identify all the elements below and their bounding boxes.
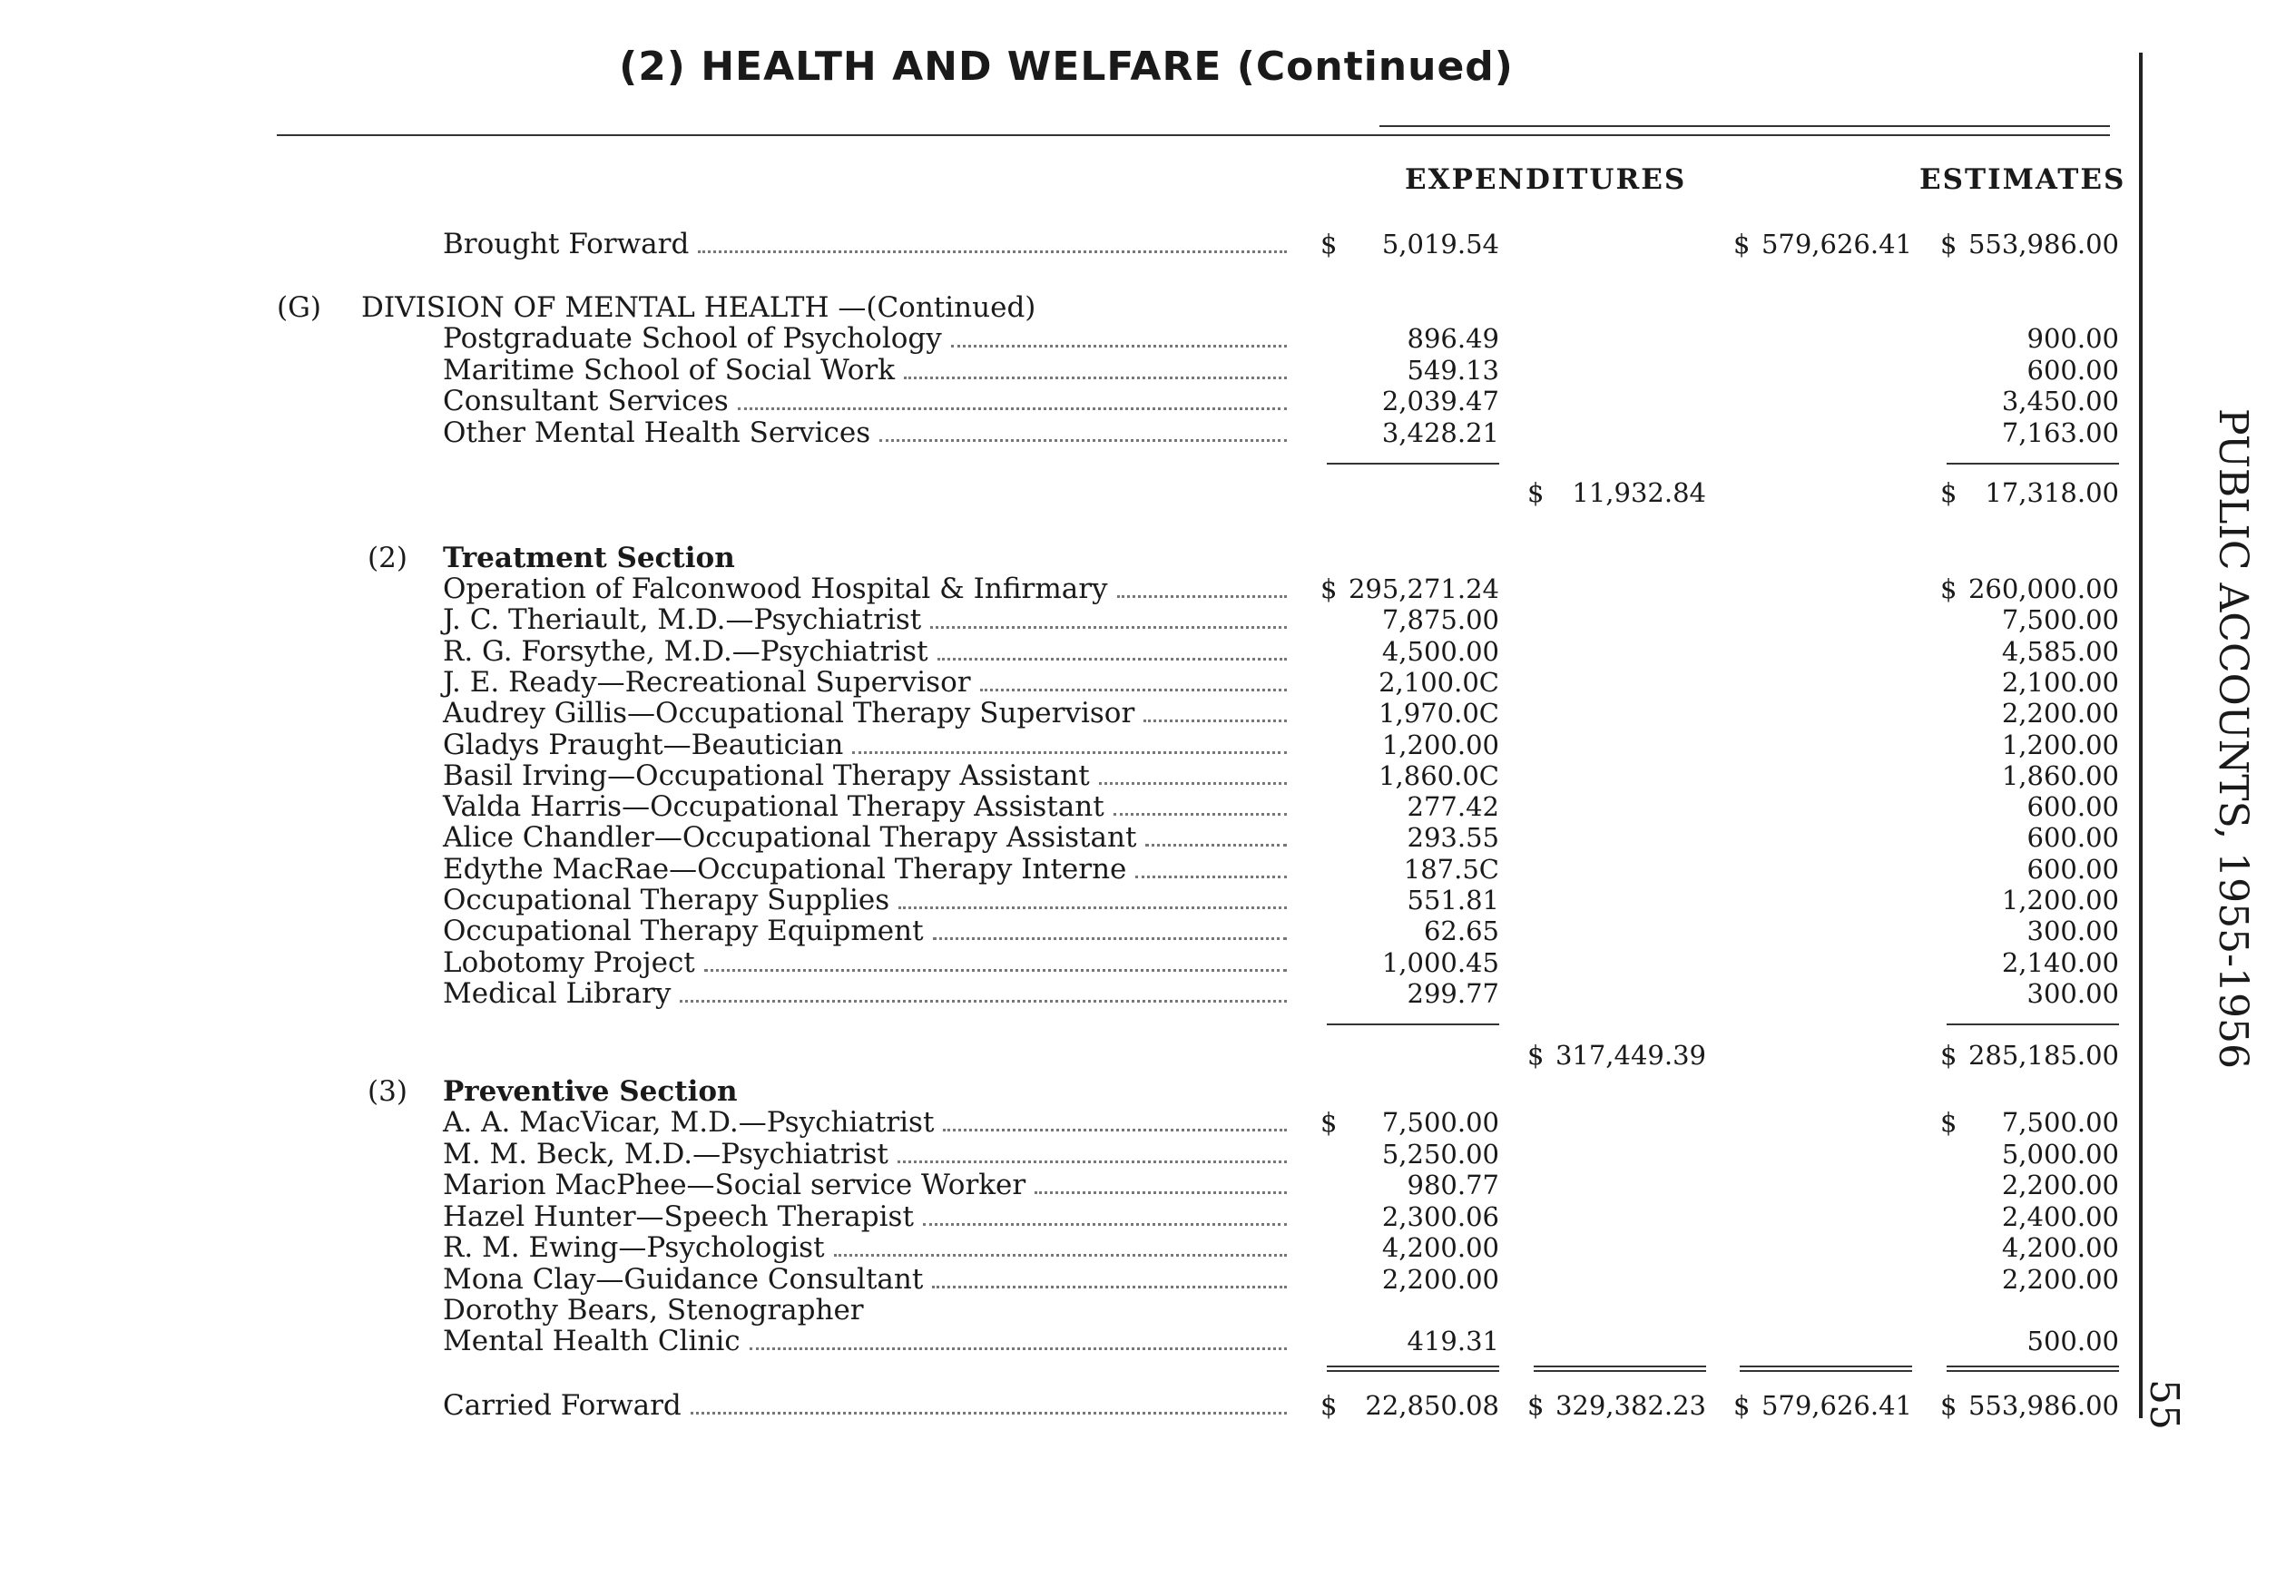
col-estimates-heading: ESTIMATES bbox=[1919, 163, 2126, 196]
preventive-last-item-line2-leader bbox=[750, 1346, 1287, 1350]
carried-rule2-c2 bbox=[1534, 1370, 1706, 1372]
treatment-item-row-leader bbox=[980, 687, 1287, 691]
treatment-item-row-leader bbox=[1099, 780, 1287, 785]
cf-exp-total-dollar: $ bbox=[1527, 1390, 1545, 1421]
treatment-item-row-label: J. E. Ready—Recreational Supervisor bbox=[443, 665, 971, 699]
preventive-item-exp: 7,500.00 bbox=[1381, 1107, 1499, 1138]
division-item-exp: 3,428.21 bbox=[1381, 416, 1499, 448]
treatment-item-est: 4,585.00 bbox=[2001, 635, 2119, 667]
treatment-heading-row bbox=[0, 543, 2142, 573]
treatment-item-row bbox=[0, 822, 2142, 853]
treatment-item-est: 1,200.00 bbox=[2001, 885, 2119, 915]
bf-est-total: 579,626.41 bbox=[1761, 229, 1912, 259]
division-subtotal-est-dollar: $ bbox=[1940, 477, 1957, 508]
bf-est-grand: 553,986.00 bbox=[1967, 229, 2119, 259]
bf-exp-dollar: $ bbox=[1320, 229, 1338, 259]
treatment-item-est: 600.00 bbox=[2026, 791, 2119, 823]
carried-forward-row-label: Carried Forward bbox=[443, 1389, 682, 1422]
cf-est-grand: 553,986.00 bbox=[1967, 1390, 2119, 1421]
treatment-item-est: 260,000.00 bbox=[1967, 573, 2119, 604]
treatment-item-exp: 1,200.00 bbox=[1381, 729, 1499, 760]
preventive-item-exp-dollar: $ bbox=[1320, 1107, 1338, 1138]
preventive-last-item-line1 bbox=[0, 1295, 2142, 1326]
preventive-item-est: 2,200.00 bbox=[2001, 1263, 2119, 1295]
treatment-item-exp-dollar: $ bbox=[1320, 573, 1338, 604]
carried-rule2-c3 bbox=[1740, 1370, 1912, 1372]
treatment-item-exp: 4,500.00 bbox=[1381, 635, 1499, 667]
preventive-item-row bbox=[0, 1232, 2142, 1263]
preventive-item-row bbox=[0, 1107, 2142, 1138]
division-item-row-leader bbox=[951, 343, 1287, 348]
treatment-title: Treatment Section bbox=[443, 542, 735, 574]
treatment-item-est: 300.00 bbox=[2026, 915, 2119, 947]
preventive-title: Preventive Section bbox=[443, 1075, 738, 1108]
division-rule-exp bbox=[1327, 463, 1499, 465]
carried-rule-c2 bbox=[1534, 1366, 1706, 1367]
treatment-item-row-leader bbox=[898, 905, 1287, 909]
division-item-row-label: Maritime School of Social Work bbox=[443, 353, 896, 387]
cf-est-total-dollar: $ bbox=[1733, 1390, 1751, 1421]
treatment-item-row-label: J. C. Theriault, M.D.—Psychiatrist bbox=[443, 603, 922, 637]
division-item-est: 600.00 bbox=[2026, 354, 2119, 386]
treatment-item-row-label: R. G. Forsythe, M.D.—Psychiatrist bbox=[443, 634, 928, 668]
carried-rule-c1 bbox=[1327, 1366, 1499, 1367]
treatment-item-row bbox=[0, 791, 2142, 822]
preventive-item-row-leader bbox=[932, 1284, 1287, 1288]
page-number: 55 bbox=[2141, 1379, 2187, 1430]
treatment-rule-exp bbox=[1327, 1023, 1499, 1025]
treatment-item-row-label: Basil Irving—Occupational Therapy Assistant bbox=[443, 759, 1090, 792]
treatment-item-row bbox=[0, 698, 2142, 729]
division-item-row-label: Postgraduate School of Psychology bbox=[443, 322, 942, 355]
preventive-item-exp: 4,200.00 bbox=[1381, 1232, 1499, 1263]
carried-forward-row bbox=[0, 1390, 2142, 1421]
treatment-item-est: 300.00 bbox=[2026, 977, 2119, 1009]
carried-forward-row-leader bbox=[691, 1410, 1287, 1415]
treatment-item-row-leader bbox=[704, 967, 1287, 972]
preventive-item-row-label: Mona Clay—Guidance Consultant bbox=[443, 1262, 924, 1296]
col-expenditures-heading: EXPENDITURES bbox=[1405, 163, 1687, 196]
treatment-item-row bbox=[0, 729, 2142, 760]
division-item-exp: 549.13 bbox=[1407, 354, 1499, 386]
treatment-item-est: 2,200.00 bbox=[2001, 698, 2119, 729]
treatment-item-row bbox=[0, 915, 2142, 946]
page-title: (2) HEALTH AND WELFARE (Continued) bbox=[619, 44, 1514, 90]
division-title: DIVISION OF MENTAL HEALTH —(Continued) bbox=[361, 291, 1036, 324]
treatment-item-est: 600.00 bbox=[2026, 853, 2119, 885]
treatment-item-row bbox=[0, 573, 2142, 604]
division-subtotal-row bbox=[0, 477, 2142, 508]
cf-exp-total: 329,382.23 bbox=[1555, 1390, 1706, 1421]
treatment-item-row bbox=[0, 885, 2142, 915]
division-item-row-leader bbox=[904, 375, 1287, 379]
division-subtotal-exp-dollar: $ bbox=[1527, 477, 1545, 508]
treatment-item-row-label: Audrey Gillis—Occupational Therapy Supervisor bbox=[443, 697, 1135, 730]
treatment-item-row-label: Valda Harris—Occupational Therapy Assistant bbox=[443, 790, 1104, 824]
running-title: PUBLIC ACCOUNTS, 1955-1956 bbox=[2210, 408, 2256, 1069]
treatment-item-exp: 293.55 bbox=[1407, 822, 1499, 854]
treatment-item-row-leader bbox=[852, 749, 1287, 754]
preventive-item-est: 2,200.00 bbox=[2001, 1170, 2119, 1200]
division-item-row bbox=[0, 386, 2142, 416]
division-item-row bbox=[0, 323, 2142, 354]
preventive-item-row bbox=[0, 1264, 2142, 1295]
preventive-item-row-label: R. M. Ewing—Psychologist bbox=[443, 1231, 825, 1264]
brought-forward-row-label: Brought Forward bbox=[443, 228, 690, 260]
title-rule-right bbox=[1379, 125, 2110, 127]
treatment-rule-est bbox=[1947, 1023, 2119, 1025]
division-item-est: 3,450.00 bbox=[2001, 386, 2119, 416]
preventive-item-row-leader bbox=[923, 1221, 1287, 1226]
division-item-row bbox=[0, 355, 2142, 386]
treatment-item-row bbox=[0, 978, 2142, 1009]
division-subtotal-exp: 11,932.84 bbox=[1572, 477, 1706, 508]
treatment-item-row-label: Medical Library bbox=[443, 976, 672, 1010]
division-item-row bbox=[0, 417, 2142, 448]
division-rule-est bbox=[1947, 463, 2119, 465]
preventive-item-est: 5,000.00 bbox=[2001, 1138, 2119, 1170]
preventive-item-row bbox=[0, 1201, 2142, 1232]
preventive-item-row-leader bbox=[834, 1252, 1287, 1257]
division-subtotal-est: 17,318.00 bbox=[1985, 477, 2119, 508]
treatment-item-row-label: Occupational Therapy Equipment bbox=[443, 915, 924, 948]
treatment-subtotal-exp: 317,449.39 bbox=[1555, 1040, 1706, 1071]
preventive-item-est: 7,500.00 bbox=[2001, 1107, 2119, 1138]
preventive-item-row-leader bbox=[943, 1127, 1287, 1131]
preventive-item-est: 4,200.00 bbox=[2001, 1232, 2119, 1263]
preventive-last-est: 500.00 bbox=[2026, 1326, 2119, 1356]
division-item-row-label: Consultant Services bbox=[443, 385, 729, 417]
treatment-subtotal-exp-dollar: $ bbox=[1527, 1040, 1545, 1071]
preventive-item-row-leader bbox=[1035, 1190, 1287, 1194]
treatment-item-row-leader bbox=[930, 624, 1287, 629]
treatment-subtotal-est-dollar: $ bbox=[1940, 1040, 1957, 1071]
cf-exp-detail-dollar: $ bbox=[1320, 1390, 1338, 1421]
treatment-item-est: 600.00 bbox=[2026, 822, 2119, 854]
preventive-item-row bbox=[0, 1170, 2142, 1200]
preventive-item-exp: 2,300.06 bbox=[1381, 1200, 1499, 1232]
preventive-item-exp: 2,200.00 bbox=[1381, 1263, 1499, 1295]
treatment-item-row-label: Occupational Therapy Supplies bbox=[443, 884, 890, 916]
carried-rule2-c4 bbox=[1947, 1370, 2119, 1372]
bf-est-grand-dollar: $ bbox=[1940, 229, 1957, 259]
preventive-last-item-line1-label: Dorothy Bears, Stenographer bbox=[443, 1294, 864, 1327]
treatment-item-row-leader bbox=[1114, 811, 1287, 816]
treatment-subtotal-est: 285,185.00 bbox=[1967, 1040, 2119, 1071]
treatment-item-row-label: Lobotomy Project bbox=[443, 945, 695, 979]
treatment-item-row-label: Gladys Praught—Beautician bbox=[443, 728, 844, 761]
treatment-item-exp: 295,271.24 bbox=[1348, 573, 1499, 604]
division-item-est: 7,163.00 bbox=[2001, 416, 2119, 448]
treatment-item-exp: 299.77 bbox=[1407, 977, 1499, 1009]
treatment-item-row-leader bbox=[1145, 842, 1287, 847]
division-item-row-label: Other Mental Health Services bbox=[443, 416, 871, 449]
treatment-subtotal-row bbox=[0, 1040, 2142, 1071]
treatment-item-row-leader bbox=[1117, 593, 1287, 598]
treatment-item-row-label: Edythe MacRae—Occupational Therapy Interne bbox=[443, 852, 1127, 886]
treatment-item-exp: 277.42 bbox=[1407, 791, 1499, 823]
treatment-item-row-leader bbox=[1143, 718, 1287, 722]
treatment-item-row-leader bbox=[680, 998, 1287, 1003]
preventive-item-row-label: Hazel Hunter—Speech Therapist bbox=[443, 1199, 914, 1233]
treatment-item-row bbox=[0, 636, 2142, 667]
preventive-heading-row bbox=[0, 1076, 2142, 1107]
preventive-last-item-line2-label: Mental Health Clinic bbox=[443, 1325, 741, 1357]
treatment-item-exp: 1,860.0C bbox=[1379, 759, 1499, 791]
preventive-last-exp: 419.31 bbox=[1407, 1326, 1499, 1356]
treatment-item-row-label: Operation of Falconwood Hospital & Infirmary bbox=[443, 573, 1108, 605]
treatment-item-est: 1,860.00 bbox=[2001, 759, 2119, 791]
cf-exp-detail: 22,850.08 bbox=[1365, 1390, 1499, 1421]
treatment-item-exp: 1,970.0C bbox=[1379, 698, 1499, 729]
treatment-item-est-dollar: $ bbox=[1940, 573, 1957, 604]
treatment-item-est: 2,140.00 bbox=[2001, 946, 2119, 978]
treatment-item-row-leader bbox=[1135, 874, 1287, 878]
division-item-row-leader bbox=[879, 437, 1287, 442]
preventive-item-exp: 5,250.00 bbox=[1381, 1138, 1499, 1170]
treatment-item-row bbox=[0, 947, 2142, 978]
treatment-item-exp: 7,875.00 bbox=[1381, 604, 1499, 636]
treatment-item-row-leader bbox=[937, 656, 1287, 661]
division-item-exp: 2,039.47 bbox=[1381, 386, 1499, 416]
division-item-exp: 896.49 bbox=[1407, 323, 1499, 354]
carried-rule-c3 bbox=[1740, 1366, 1912, 1367]
division-item-est: 900.00 bbox=[2026, 323, 2119, 354]
treatment-item-exp: 551.81 bbox=[1407, 885, 1499, 915]
brought-forward-row bbox=[0, 229, 2142, 259]
preventive-last-item-line2 bbox=[0, 1326, 2142, 1356]
division-item-row-leader bbox=[738, 406, 1287, 410]
preventive-item-est-dollar: $ bbox=[1940, 1107, 1957, 1138]
treatment-heading-row-label: (2) bbox=[368, 542, 407, 574]
treatment-item-row-label: Alice Chandler—Occupational Therapy Assistant bbox=[443, 821, 1137, 855]
treatment-item-row bbox=[0, 604, 2142, 635]
preventive-item-row-label: Marion MacPhee—Social service Worker bbox=[443, 1169, 1026, 1201]
preventive-item-exp: 980.77 bbox=[1407, 1170, 1499, 1200]
bf-exp: 5,019.54 bbox=[1381, 229, 1499, 259]
treatment-item-exp: 1,000.45 bbox=[1381, 946, 1499, 978]
brought-forward-row-leader bbox=[698, 249, 1287, 253]
treatment-item-row bbox=[0, 760, 2142, 791]
preventive-item-row bbox=[0, 1139, 2142, 1170]
treatment-item-row bbox=[0, 667, 2142, 698]
cf-est-grand-dollar: $ bbox=[1940, 1390, 1957, 1421]
carried-rule2-c1 bbox=[1327, 1370, 1499, 1372]
cf-est-total: 579,626.41 bbox=[1761, 1390, 1912, 1421]
treatment-item-exp: 187.5C bbox=[1403, 853, 1499, 885]
bf-est-total-dollar: $ bbox=[1733, 229, 1751, 259]
preventive-item-est: 2,400.00 bbox=[2001, 1200, 2119, 1232]
treatment-item-exp: 2,100.0C bbox=[1379, 666, 1499, 698]
preventive-heading-row-label: (3) bbox=[368, 1075, 407, 1108]
preventive-item-row-leader bbox=[898, 1159, 1287, 1163]
treatment-item-row-leader bbox=[933, 935, 1287, 940]
treatment-item-exp: 62.65 bbox=[1423, 915, 1499, 947]
preventive-item-row-label: M. M. Beck, M.D.—Psychiatrist bbox=[443, 1137, 888, 1170]
carried-rule-c4 bbox=[1947, 1366, 2119, 1367]
treatment-item-est: 7,500.00 bbox=[2001, 604, 2119, 636]
division-heading-row bbox=[0, 292, 2142, 323]
division-heading-row-label: (G) bbox=[277, 291, 321, 324]
treatment-item-est: 1,200.00 bbox=[2001, 729, 2119, 760]
treatment-item-row bbox=[0, 854, 2142, 885]
preventive-item-row-label: A. A. MacVicar, M.D.—Psychiatrist bbox=[443, 1106, 935, 1139]
treatment-item-est: 2,100.00 bbox=[2001, 666, 2119, 698]
title-rule bbox=[277, 134, 2110, 136]
